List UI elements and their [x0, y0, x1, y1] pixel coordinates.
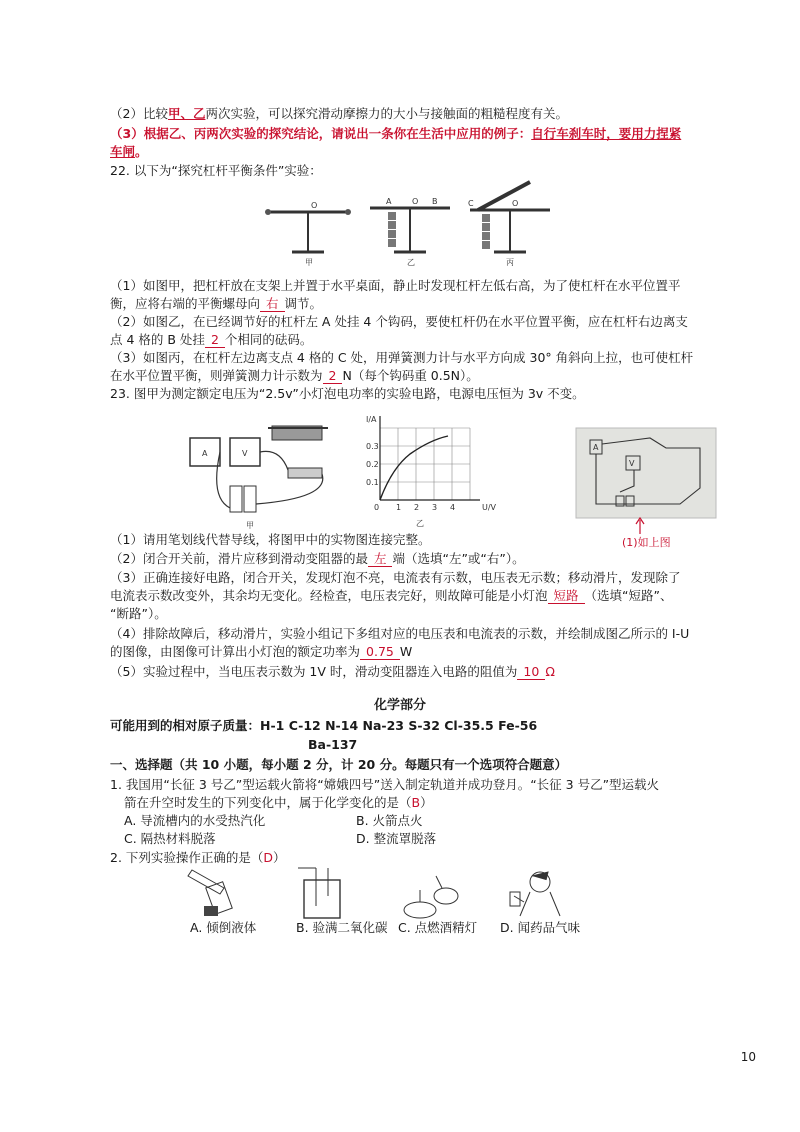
svg-text:I/A: I/A [366, 415, 377, 424]
figure-smell-chemical [510, 872, 560, 916]
svg-text:0.2: 0.2 [366, 460, 379, 469]
svg-text:C: C [468, 199, 474, 208]
answer-photo [576, 428, 716, 534]
q23-title: 23. 图甲为测定额定电压为“2.5v”小灯泡电功率的实验电路，电源电压恒为 3v 不变。 [110, 386, 585, 401]
answer-q22-2: 2 [205, 332, 225, 348]
chem-q1: 1. 我国用“长征 3 号乙”型运载火箭将“嫦娥四号”送入制定轨道并成功登月。“长征 3 号乙”型运载火 [110, 777, 660, 792]
lever-figure-bing [468, 182, 550, 267]
answer-q22-1: 右 [260, 296, 285, 312]
svg-text:B: B [432, 197, 438, 206]
lever-figure-yi [370, 197, 450, 267]
svg-text:A: A [386, 197, 392, 206]
answer-q21-3: 自行车刹车时，要用力捏紧 [531, 126, 682, 141]
answer-q23-4: 0.75 [360, 644, 400, 660]
answer-q22-3: 2 [323, 368, 343, 384]
q23-part4: （4）排除故障后，移动滑片，实验小组记下多组对应的电压表和电流表的示数，并绘制成图乙所示的 I-U [110, 626, 690, 641]
q22-part1-cont: 衡，应将右端的平衡螺母向 右 调节。 [110, 296, 323, 311]
fig-label-graph-yi: 乙 [416, 519, 424, 528]
q21-part3: （3）根据乙、丙两次实验的探究结论，请说出一条你在生活中应用的例子：自行车刹车时，要用力捏紧 [110, 126, 682, 141]
figure-light-alcohol-lamp [404, 876, 458, 918]
chem-q1-option-d: D. 整流罩脱落 [356, 831, 437, 846]
figure-pour-liquid [188, 870, 232, 916]
q22-part2: （2）如图乙，在已经调节好的杠杆左 A 处挂 4 个钩码，要使杠杆仍在水平位置平衡，应在杠杆右边离支 [110, 314, 688, 329]
svg-text:O: O [412, 197, 419, 206]
q21-part2: （2）比较甲、乙两次实验，可以探究滑动摩擦力的大小与接触面的粗糙程度有关。 [110, 106, 568, 121]
q23-part1: （1）请用笔划线代替导线，将图甲中的实物图连接完整。 [110, 532, 431, 547]
fig-label-jia: 甲 [305, 258, 313, 267]
svg-text:4: 4 [450, 503, 456, 512]
answer-photo-caption: (1)如上图 [622, 536, 671, 549]
fig-label-bing: 丙 [506, 258, 514, 267]
chem-q2-option-c: C. 点燃酒精灯 [398, 920, 478, 935]
svg-text:2: 2 [414, 503, 420, 512]
chem-heading: 化学部分 [373, 698, 426, 713]
answer-q23-2: 左 [368, 551, 393, 567]
chem-q1-cont: 箭在升空时发生的下列变化中，属于化学变化的是（B） [124, 795, 433, 810]
q22-part3: （3）如图丙，在杠杆左边离支点 4 格的 C 处，用弹簧测力计与水平方向成 30° 角斜向上拉，也可使杠杆 [110, 350, 694, 365]
q22-part3-cont: 在水平位置平衡，则弹簧测力计示数为 2 N（每个钩码重 0.5N）。 [110, 368, 479, 383]
circuit-apparatus-jia [190, 426, 328, 530]
lab-operation-figures [180, 866, 620, 922]
answer-q21-2: 甲、乙 [167, 106, 206, 121]
chem-q2-option-b: B. 验满二氧化碳 [296, 920, 388, 935]
page-number: 10 [740, 1050, 756, 1064]
q21-part3-cont: 车闸。 [110, 144, 148, 159]
fig-label-circuit-jia: 甲 [246, 521, 254, 530]
svg-text:A: A [593, 443, 599, 452]
chem-q1-option-b: B. 火箭点火 [356, 813, 423, 828]
q23-part4-cont: 的图像，由图像可计算出小灯泡的额定功率为 0.75 W [110, 644, 413, 659]
q23-part2: （2）闭合开关前，滑片应移到滑动变阻器的最 左 端（选填“左”或“右”）。 [110, 551, 525, 566]
svg-text:V: V [629, 459, 635, 468]
answer-q23-5: 10 [517, 664, 545, 680]
q23-part3-end: “断路”）。 [110, 606, 167, 621]
q22-part1: （1）如图甲，把杠杆放在支架上并置于水平桌面，静止时发现杠杆左低右高，为了使杠杆在水平位置平 [110, 278, 681, 293]
svg-text:O: O [311, 201, 318, 210]
atomic-masses: 可能用到的相对原子质量：H-1 C-12 N-14 Na-23 S-32 Cl-35.5 Fe-56 [110, 718, 538, 733]
atomic-masses-cont: Ba-137 [308, 737, 358, 752]
svg-text:O: O [512, 199, 519, 208]
svg-text:U/V: U/V [482, 503, 497, 512]
iu-graph-yi [366, 415, 497, 528]
svg-text:V: V [242, 449, 248, 458]
section-1-heading: 一、选择题（共 10 小题，每小题 2 分，计 20 分。每题只有一个选项符合题意） [110, 757, 568, 772]
q23-part5: （5）实验过程中，当电压表示数为 1V 时，滑动变阻器连入电路的阻值为 10 Ω [110, 664, 555, 679]
svg-text:A: A [202, 449, 208, 458]
lever-figure-jia [265, 201, 351, 267]
svg-text:1: 1 [396, 503, 402, 512]
fig-label-yi: 乙 [407, 258, 415, 267]
svg-text:0.1: 0.1 [366, 478, 379, 487]
q22-title: 22. 以下为“探究杠杆平衡条件”实验： [110, 163, 322, 178]
figure-co2-test [298, 868, 340, 918]
answer-chem-q1: B [411, 795, 421, 810]
chem-q1-option-a: A. 导流槽内的水受热汽化 [124, 813, 266, 828]
q23-part3-cont: 电流表示数改变外，其余均无变化。经检查，电压表完好，则故障可能是小灯泡 短路 （选填“短路”、 [110, 588, 673, 603]
q22-part2-cont: 点 4 格的 B 处挂 2 个相同的砝码。 [110, 332, 313, 347]
answer-chem-q2: D [263, 850, 274, 865]
chem-q2-option-a: A. 倾倒液体 [190, 920, 257, 935]
circuit-figures [180, 408, 720, 538]
svg-text:0: 0 [374, 503, 380, 512]
svg-text:0.3: 0.3 [366, 442, 379, 451]
chem-q1-option-c: C. 隔热材料脱落 [124, 831, 216, 846]
chem-q2-option-d: D. 闻药品气味 [500, 920, 581, 935]
answer-q23-3: 短路 [548, 588, 585, 604]
svg-text:3: 3 [432, 503, 438, 512]
lever-figures [260, 180, 560, 270]
chem-q2: 2. 下列实验操作正确的是（D） [110, 850, 286, 865]
q23-part3: （3）正确连接好电路，闭合开关，发现灯泡不亮，电流表有示数，电压表无示数；移动滑片，发现除了 [110, 570, 681, 585]
